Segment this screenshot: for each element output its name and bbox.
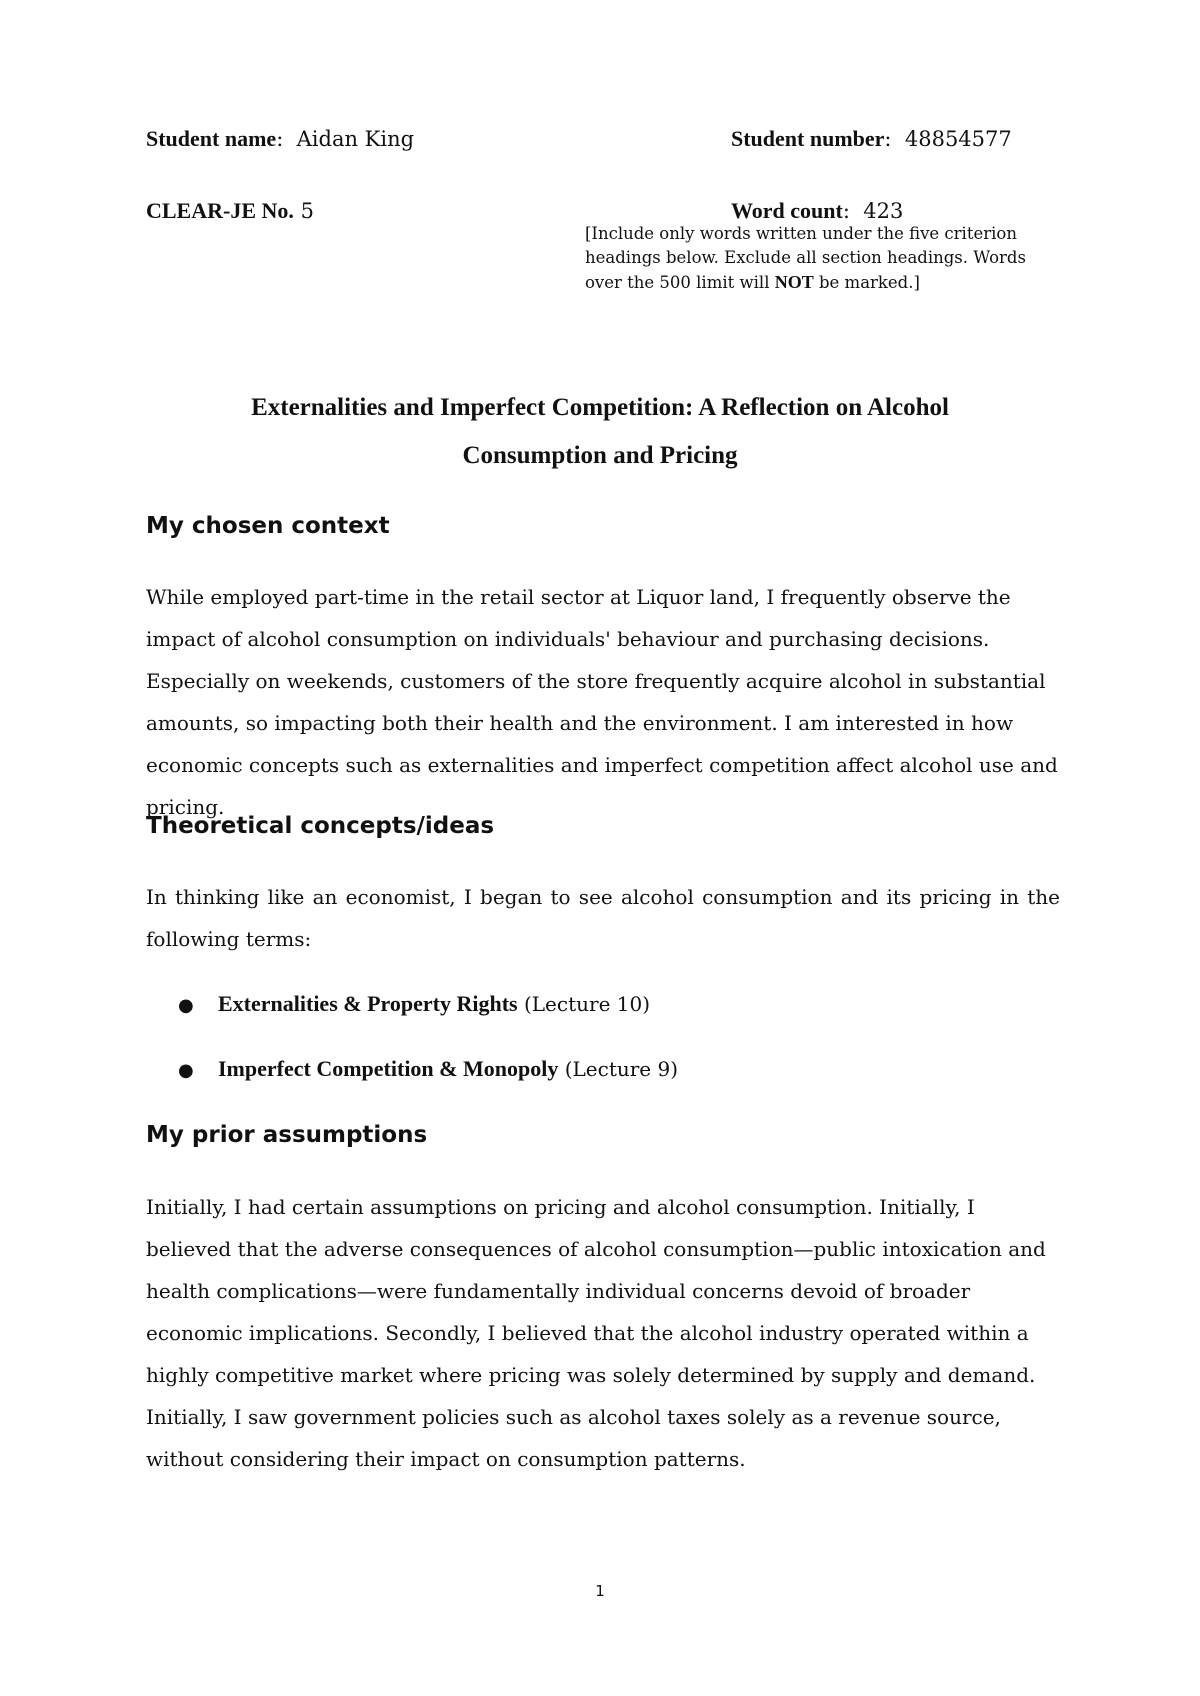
clear-je-value: 5 xyxy=(300,199,314,223)
note-text-2: be marked.] xyxy=(813,273,920,292)
note-text-1: [Include only words written under the five criterion headings below. Exclude all section headings. Words over the 500 limit will xyxy=(585,224,1026,292)
word-count-note xyxy=(585,222,1055,295)
section-heading-context: My chosen context xyxy=(146,513,390,539)
bullet-bold-text: Imperfect Competition & Monopoly xyxy=(218,1056,559,1081)
bullet-rest-text: (Lecture 9) xyxy=(558,1057,679,1081)
bullet-bold-text: Externalities & Property Rights xyxy=(218,991,518,1016)
student-number-value: 48854577 xyxy=(904,127,1012,151)
assumptions-paragraph: Initially, I had certain assumptions on pricing and alcohol consumption. Initially, I believed that the adverse consequences of alcohol consumption—public intoxication and health complications—were fundamentally individual concerns devoid of broader economic implications. Secondly, I believed that the alcohol industry operated within a highly competitive market where pricing was solely determined by supply and demand. Initially, I saw government policies such as alcohol taxes solely as a revenue source, without considering their impact on consumption patterns. xyxy=(146,1195,1046,1471)
bullet-item xyxy=(178,990,650,1020)
bullet-icon: ● xyxy=(178,995,194,1016)
bullet-icon: ● xyxy=(178,1060,194,1081)
student-name-value: Aidan King xyxy=(296,127,415,151)
clear-je-label: CLEAR-JE No. xyxy=(146,198,294,223)
student-number-line: Student number: 48854577 xyxy=(731,126,1012,151)
student-name-label: Student name xyxy=(146,126,277,151)
section-heading-assumptions: My prior assumptions xyxy=(146,1122,428,1148)
document-title xyxy=(120,384,1080,480)
word-count-value: 423 xyxy=(863,199,904,223)
concepts-intro-paragraph: In thinking like an economist, I began to see alcohol consumption and its pricing in the following terms: xyxy=(146,885,1060,951)
clear-je-line xyxy=(146,198,314,224)
word-count-line: Word count: 423 xyxy=(731,198,904,223)
page-number: 1 xyxy=(595,1582,605,1600)
title-line-2: Consumption and Pricing xyxy=(462,442,738,469)
section-heading-concepts: Theoretical concepts/ideas xyxy=(146,813,495,839)
bullet-item xyxy=(178,1055,678,1085)
context-paragraph: While employed part-time in the retail sector at Liquor land, I frequently observe the impact of alcohol consumption on individuals' behaviour and purchasing decisions. Especially on weekends, customers of the store frequently acquire alcohol in substantial amounts, so impacting both their health and the environment. I am interested in how economic concepts such as externalities and imperfect competition affect alcohol use and pricing. xyxy=(146,585,1058,819)
note-text-bold: NOT xyxy=(774,272,814,292)
word-count-label: Word count xyxy=(731,198,843,223)
student-name-line: Student name: Aidan King xyxy=(146,126,415,151)
student-number-label: Student number xyxy=(731,126,885,151)
bullet-rest-text: (Lecture 10) xyxy=(517,992,651,1016)
title-line-1: Externalities and Imperfect Competition: A Reflection on Alcohol xyxy=(251,394,949,421)
